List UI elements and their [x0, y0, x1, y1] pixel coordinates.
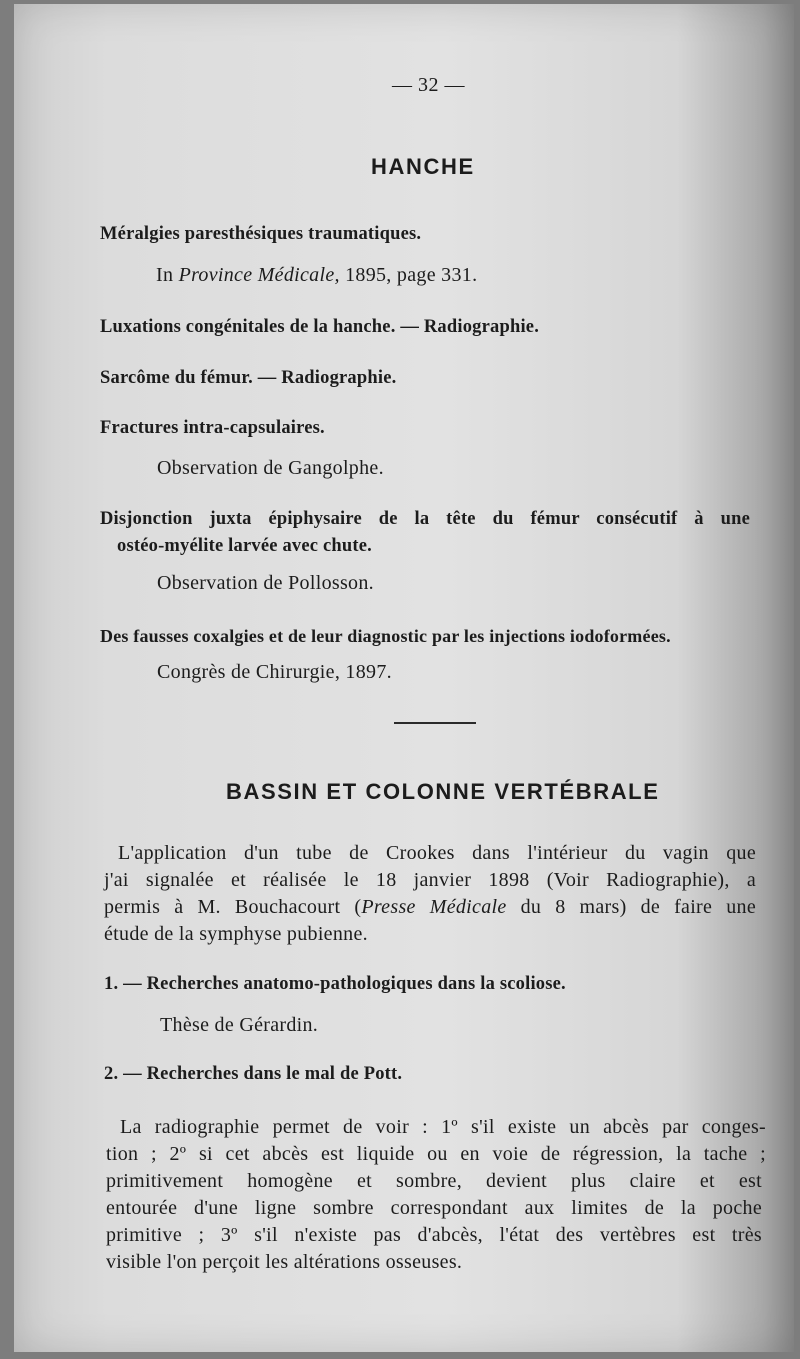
paragraph-line: entourée d'une ligne sombre correspondant aux limites de la poche	[106, 1197, 762, 1219]
entry-source	[156, 264, 477, 287]
paragraph-line: tion ; 2º si cet abcès est liquide ou en voie de régression, la tache ;	[106, 1143, 766, 1165]
paragraph-line: primitive ; 3º s'il n'existe pas d'abcès, l'état des vertèbres est très	[106, 1224, 762, 1246]
source-prefix: In	[156, 264, 179, 286]
journal-name: Presse Médicale	[361, 896, 507, 918]
paragraph-line: La radiographie permet de voir : 1º s'il existe un abcès par conges-	[120, 1116, 766, 1138]
item-title: 2. — Recherches dans le mal de Pott.	[104, 1064, 403, 1084]
paragraph-line	[104, 896, 756, 919]
paragraph-line: étude de la symphyse pubienne.	[104, 923, 368, 945]
entry-note: Observation de Gangolphe.	[157, 457, 384, 479]
paragraph-line: primitivement homogène et sombre, devient plus claire et est	[106, 1170, 762, 1192]
source-journal: Province Médicale,	[178, 264, 340, 286]
entry-title-line: ostéo-myélite larvée avec chute.	[117, 536, 373, 556]
entry-title: Luxations congénitales de la hanche. — Radiographie.	[100, 317, 540, 337]
entry-title: Méralgies paresthésiques traumatiques.	[100, 224, 422, 244]
entry-title: Fractures intra-capsulaires.	[100, 418, 325, 438]
text-run: du 8 mars) de faire une	[506, 896, 756, 918]
entry-title: Sarcôme du fémur. — Radiographie.	[100, 368, 397, 388]
section-divider	[394, 722, 476, 724]
paragraph-line: L'application d'un tube de Crookes dans l'intérieur du vagin que	[118, 842, 756, 864]
text-run: permis à M. Bouchacourt (	[104, 896, 362, 918]
paragraph-line: visible l'on perçoit les altérations osseuses.	[106, 1251, 463, 1273]
section-heading-bassin: BASSIN ET COLONNE VERTÉBRALE	[226, 779, 660, 804]
entry-title: Des fausses coxalgies et de leur diagnostic par les injections iodoformées.	[100, 626, 671, 646]
entry-title-line: Disjonction juxta épiphysaire de la tête du fémur consécutif à une	[100, 509, 750, 529]
item-note: Thèse de Gérardin.	[160, 1014, 319, 1036]
book-page	[14, 4, 794, 1352]
entry-note: Congrès de Chirurgie, 1897.	[157, 661, 392, 683]
source-suffix: 1895, page 331.	[339, 264, 478, 286]
item-title: 1. — Recherches anatomo-pathologiques dans la scoliose.	[104, 974, 566, 994]
section-heading-hanche: HANCHE	[371, 154, 475, 179]
entry-note: Observation de Pollosson.	[157, 572, 374, 594]
page-number: — 32 —	[392, 74, 465, 96]
paragraph-line: j'ai signalée et réalisée le 18 janvier 1898 (Voir Radiographie), a	[104, 869, 756, 891]
